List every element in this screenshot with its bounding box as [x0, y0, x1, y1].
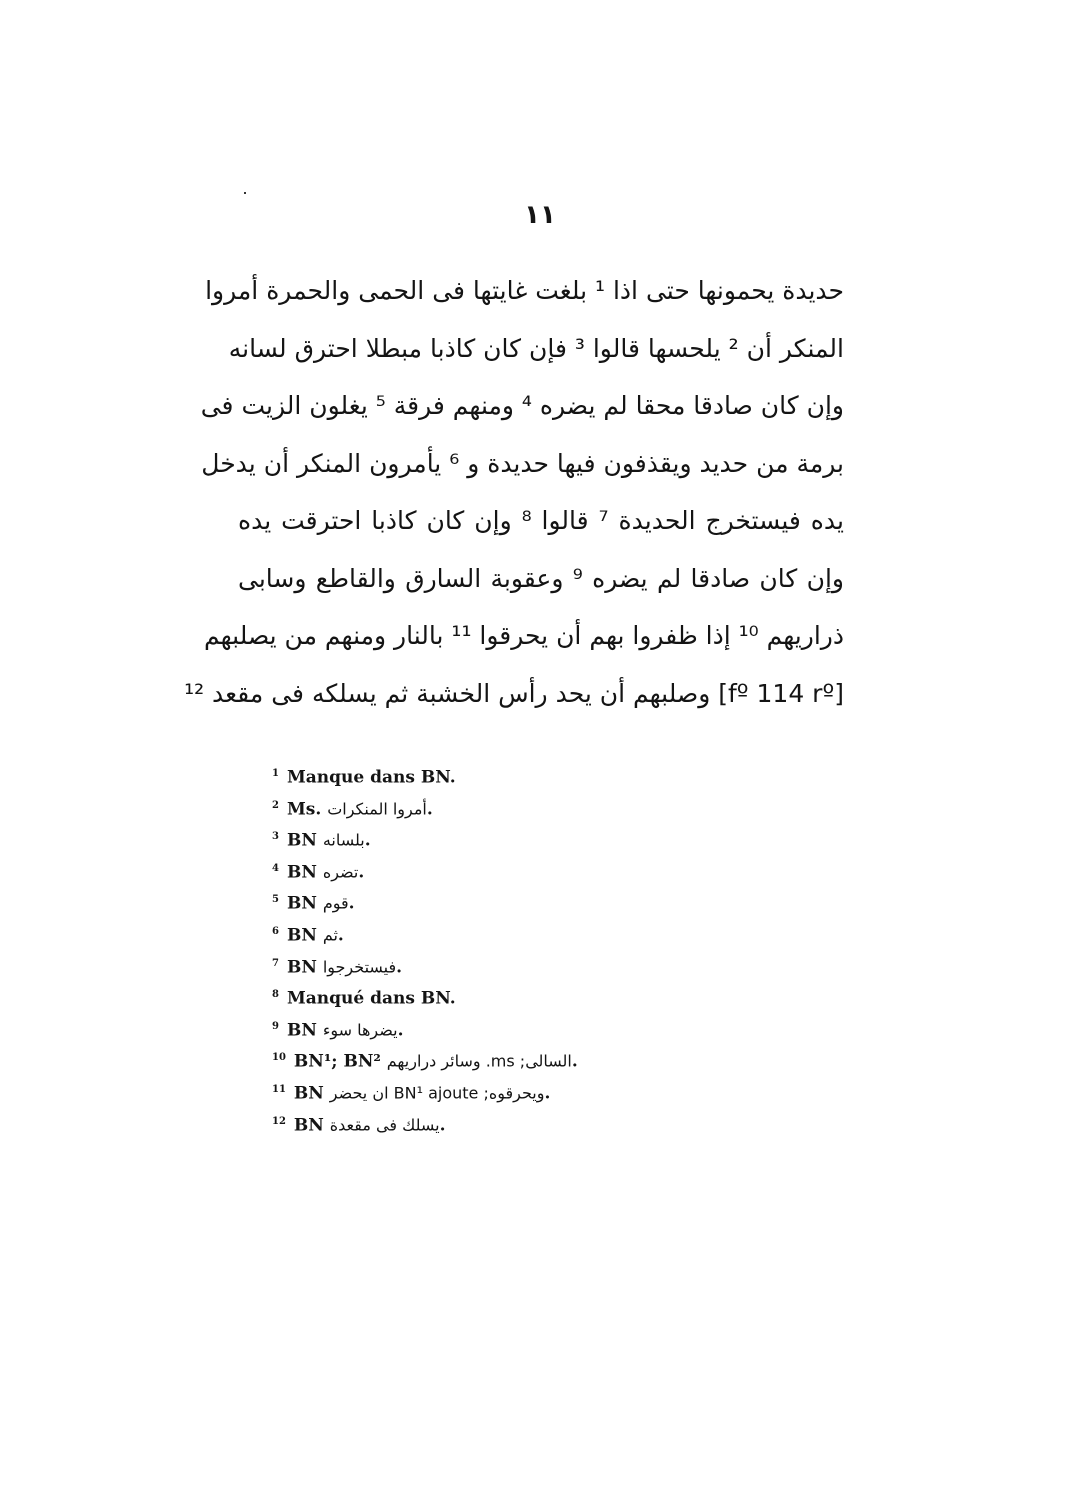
footnote-number: 4: [272, 862, 279, 874]
text-line: وإن كان صادقا لم يضره ⁹ وعقوبة السارق والقاطع وسابى: [238, 563, 845, 593]
text-line: برمة من حديد ويقذفون فيها حديدة و ⁶ يأمرون المنكر أن يدخل: [201, 448, 844, 478]
text-line: المنكر أن ² يلحسها قالوا ³ فإن كان كاذبا مبطلا احترق لسانه: [228, 333, 844, 363]
footnote: [272, 821, 692, 853]
footnote: [272, 1074, 692, 1106]
footnote: [272, 758, 692, 790]
footnote-end: .: [544, 1083, 551, 1104]
footnote-end: .: [439, 1115, 446, 1136]
footnote-text: BN: [286, 830, 317, 851]
footnote-arabic: السالى; ms. وسائر دراريهم: [386, 1052, 572, 1071]
footnote-arabic: ثم: [322, 925, 338, 945]
footnote-end: .: [426, 799, 433, 820]
footnote-arabic: بلسانه: [322, 830, 365, 850]
footnote-text: BN: [286, 925, 317, 946]
footnote-number: 6: [272, 925, 279, 937]
footnote-number: 8: [272, 989, 279, 1001]
footnote-text: BN: [286, 1020, 317, 1041]
footnote-end: .: [397, 1020, 404, 1041]
footnote-number: 3: [272, 831, 279, 843]
text-line: حديدة يحمونها حتى اذا ¹ بلغت غايتها فى الحمى والحمرة أمروا: [205, 276, 844, 305]
main-text-block: [184, 262, 845, 722]
footnote: [272, 1042, 692, 1074]
footnote-number: 1: [272, 768, 279, 779]
footnote-end: .: [358, 862, 365, 883]
footnote: [272, 1106, 692, 1138]
footnote-arabic: يسلك فى مقعدة: [329, 1115, 440, 1135]
footnote-number: 2: [272, 799, 279, 811]
footnote-end: .: [348, 894, 355, 915]
footnote: [272, 916, 692, 948]
text-line: يده فيستخرج الحديدة ⁷ قالوا ⁸ وإن كان كاذبا احترقت يده: [238, 506, 844, 535]
footnote-text: BN: [286, 894, 317, 915]
text-line: ذراريهم ¹⁰ إذا ظفروا بهم أن يحرقوا ¹¹ بالنار ومنهم من يصلبهم: [203, 621, 844, 650]
footnote-text: BN¹; BN²: [293, 1052, 381, 1072]
footnote: [272, 884, 692, 916]
footnote-text: Ms.: [286, 799, 322, 820]
footnote: [272, 979, 692, 1011]
footnote-number: 10: [272, 1052, 286, 1064]
footnotes-list: [272, 758, 692, 1137]
footnote-arabic: قوم: [322, 894, 349, 914]
footnote: [272, 1011, 692, 1043]
page-number: ١١: [524, 200, 556, 230]
footnote-arabic: يضرها سوء: [322, 1020, 398, 1040]
text-line: وإن كان صادقا محقا لم يضره ⁴ ومنهم فرقة ⁵ يغلون الزيت فى: [200, 391, 844, 420]
footnote-arabic: تضره: [322, 862, 359, 882]
footnote-number: 5: [272, 894, 279, 906]
footnote-number: 12: [272, 1115, 286, 1127]
footnote: [272, 853, 692, 885]
footnote-end: .: [337, 925, 344, 946]
footnote-end: .: [571, 1052, 578, 1072]
footnote-arabic: ويحرقوه; BN¹ ajoute ان يحضر: [329, 1083, 545, 1103]
footnote-text: Manqué dans BN.: [286, 988, 456, 1009]
footnote-arabic: فيستخرجوا: [322, 957, 397, 977]
footnote-text: BN: [286, 862, 317, 883]
footnote-end: .: [396, 957, 403, 978]
stray-ink-mark: [244, 192, 246, 194]
footnote-number: 9: [272, 1020, 279, 1032]
footnote-text: BN: [293, 1115, 324, 1136]
footnote-end: .: [364, 830, 371, 851]
footnote: [272, 948, 692, 980]
footnote-text: Manque dans BN.: [286, 767, 456, 788]
footnote-arabic: أمروا المنكرات: [327, 799, 427, 819]
footnote-text: BN: [293, 1083, 324, 1104]
footnote-number: 7: [272, 957, 279, 969]
footnote-text: BN: [286, 957, 317, 978]
text-line: [fº 114 rº] وصلبهم أن يحد رأس الخشبة ثم يسلكه فى مقعد ¹²: [184, 678, 844, 708]
footnote: [272, 790, 692, 822]
footnote-number: 11: [272, 1083, 286, 1095]
